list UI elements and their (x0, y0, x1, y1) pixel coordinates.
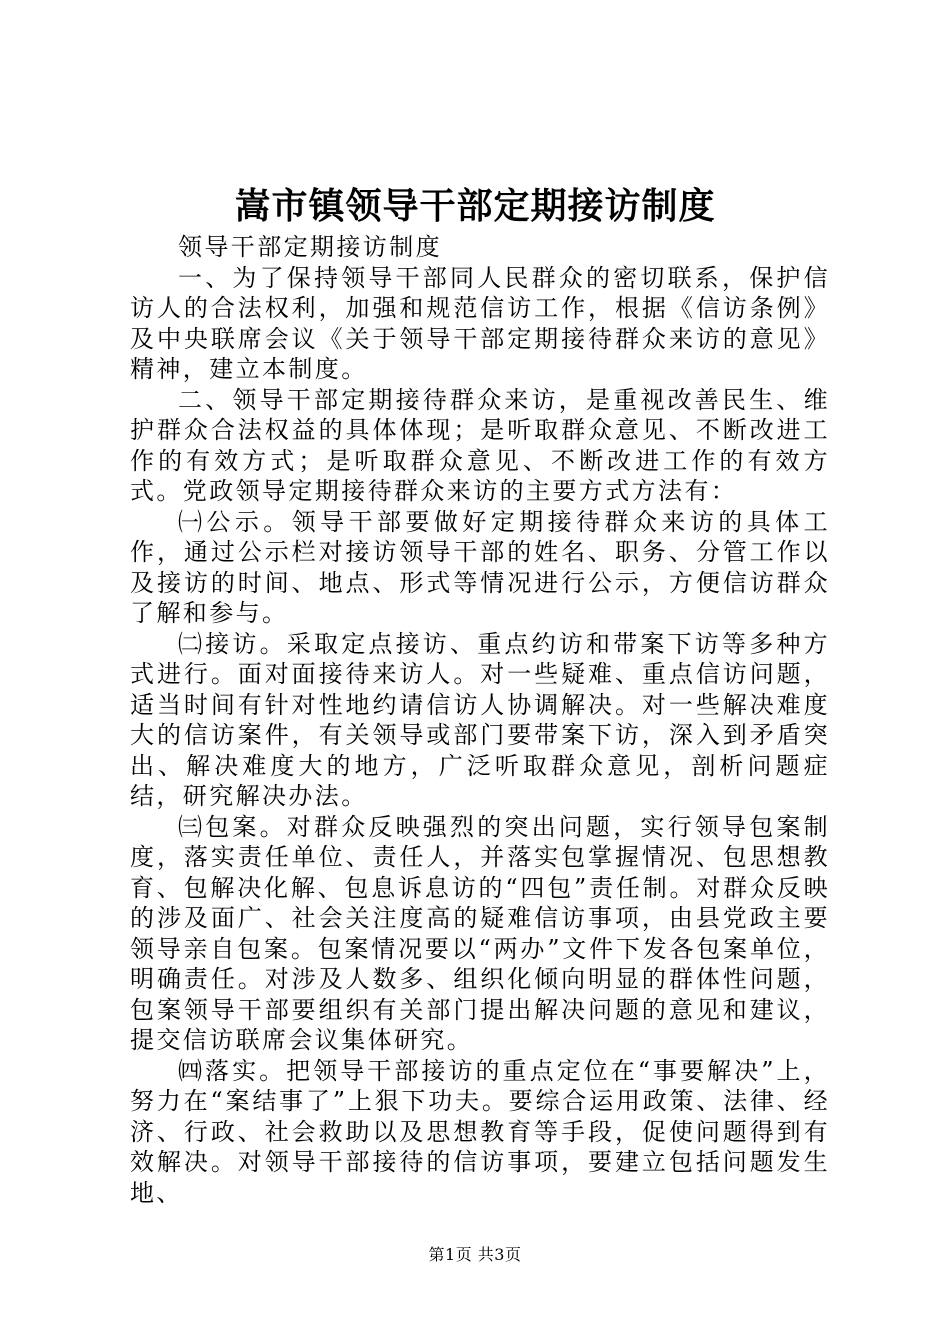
paragraph-item-reception: ㈡接访。采取定点接访、重点约访和带案下访等多种方式进行。面对面接待来访人。对一些疑难、重点信访问题，适当时间有针对性地约请信访人协调解决。对一些解决难度大的信访案件，有关领导或部门要带案下访，深入到矛盾突出、解决难度大的地方，广泛听取群众意见，剖析问题症结，研究解决办法。 (130, 629, 830, 810)
page-footer: 第1页 共3页 (428, 1245, 522, 1264)
paragraph-subtitle: 领导干部定期接访制度 (178, 233, 442, 261)
paragraph-item-publicity: ㈠公示。领导干部要做好定期接待群众来访的具体工作，通过公示栏对接访领导干部的姓名、职务、分管工作以及接访的时间、地点、形式等情况进行公示，方便信访群众了解和参与。 (130, 507, 830, 627)
paragraph-item-case-handling: ㈢包案。对群众反映强烈的突出问题，实行领导包案制度，落实责任单位、责任人，并落实包掌握情况、包思想教育、包解决化解、包息诉息访的“四包”责任制。对群众反映的涉及面广、社会关注度高的疑难信访事项，由县党政主要领导亲自包案。包案情况要以“两办”文件下发各包案单位，明确责任。对涉及人数多、组织化倾向明显的群体性问题，包案领导干部要组织有关部门提出解决问题的意见和建议，提交信访联席会议集体研究。 (130, 812, 830, 1054)
document-body (130, 232, 830, 1208)
paragraph-article-2: 二、领导干部定期接待群众来访，是重视改善民生、维护群众合法权益的具体体现；是听取群众意见、不断改进工作的有效方式；是听取群众意见、不断改进工作的有效方式。党政领导定期接待群众来访的主要方式方法有： (130, 385, 830, 505)
paragraph-article-1: 一、为了保持领导干部同人民群众的密切联系，保护信访人的合法权利，加强和规范信访工作，根据《信访条例》及中央联席会议《关于领导干部定期接待群众来访的意见》精神，建立本制度。 (130, 263, 830, 383)
document-title: 嵩市镇领导干部定期接访制度 (234, 185, 716, 227)
paragraph-item-implementation: ㈣落实。把领导干部接访的重点定位在“事要解决”上，努力在“案结事了”上狠下功夫。要综合运用政策、法律、经济、行政、社会救助以及思想教育等手段，促使问题得到有效解决。对领导干部接待的信访事项，要建立包括问题发生地、 (130, 1056, 830, 1207)
